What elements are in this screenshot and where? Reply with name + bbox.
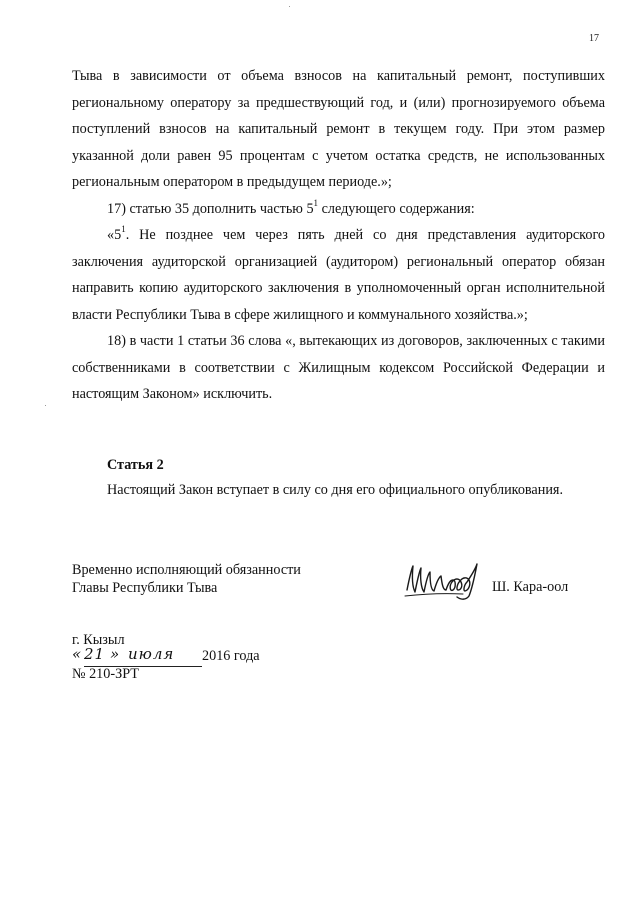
date-year: 2016 года [202,648,260,664]
date-month-handwritten: июля [128,645,175,663]
law-number: № 210-ЗРТ [72,666,139,682]
quote-part-5-1 [72,222,605,328]
quote-part-5-1-sup: 1 [121,224,126,235]
signer-position [72,561,301,597]
signer-name: Ш. Кара-оол [492,579,569,595]
item-18: 18) в части 1 статьи 36 слова «, вытекающих из договоров, заключенных с такими собственниками в соответствии с Жилищным кодексом Российской Федерации и настоящим Законом» исключить. [72,333,605,402]
item-17-end: следующего содержания: [318,200,475,217]
scan-mark [45,405,46,406]
item-17 [72,196,605,223]
article-2-title: Статья 2 [107,457,164,473]
handwritten-signature [403,560,485,602]
date-quote-open: « [72,645,82,663]
item-17-sup: 1 [313,197,319,208]
signer-position-line2: Главы Республики Тыва [72,580,218,596]
signing-place: г. Кызыл [72,632,125,648]
date-quote-close: » [110,645,120,663]
quote-part-5-1-start: «5 [107,227,122,243]
quote-part-5-1-end: . Не позднее чем через пять дней со дня представления аудиторского заключения аудиторской организацией (аудитором) региональный оператор обязан направить копию аудиторского заключения в уполномоченный орган исполнительной власти Республики Тыва в сфере жилищного и коммунального хозяйства.»; [72,227,605,323]
signer-position-line1: Временно исполняющий обязанности [72,562,301,578]
date-day-handwritten: 21 [84,645,106,663]
scan-mark [289,6,290,7]
signing-date [72,645,302,668]
law-body-text [72,63,605,408]
paragraph-continuation: Тыва в зависимости от объема взносов на капитальный ремонт, поступивших региональному оператору за предшествующий год, и (или) прогнозируемого объема поступлений взносов на капитальный ремонт в текущем году. При этом размер указанной доли равен 95 процентам с учетом остатка средств, не использованных региональным оператором в предыдущем периоде.»; [72,68,605,190]
item-17-start: 17) статью 35 дополнить частью 5 [107,200,314,217]
page-number: 17 [589,33,599,44]
article-2-text: Настоящий Закон вступает в силу со дня его официального опубликования. [107,482,563,498]
